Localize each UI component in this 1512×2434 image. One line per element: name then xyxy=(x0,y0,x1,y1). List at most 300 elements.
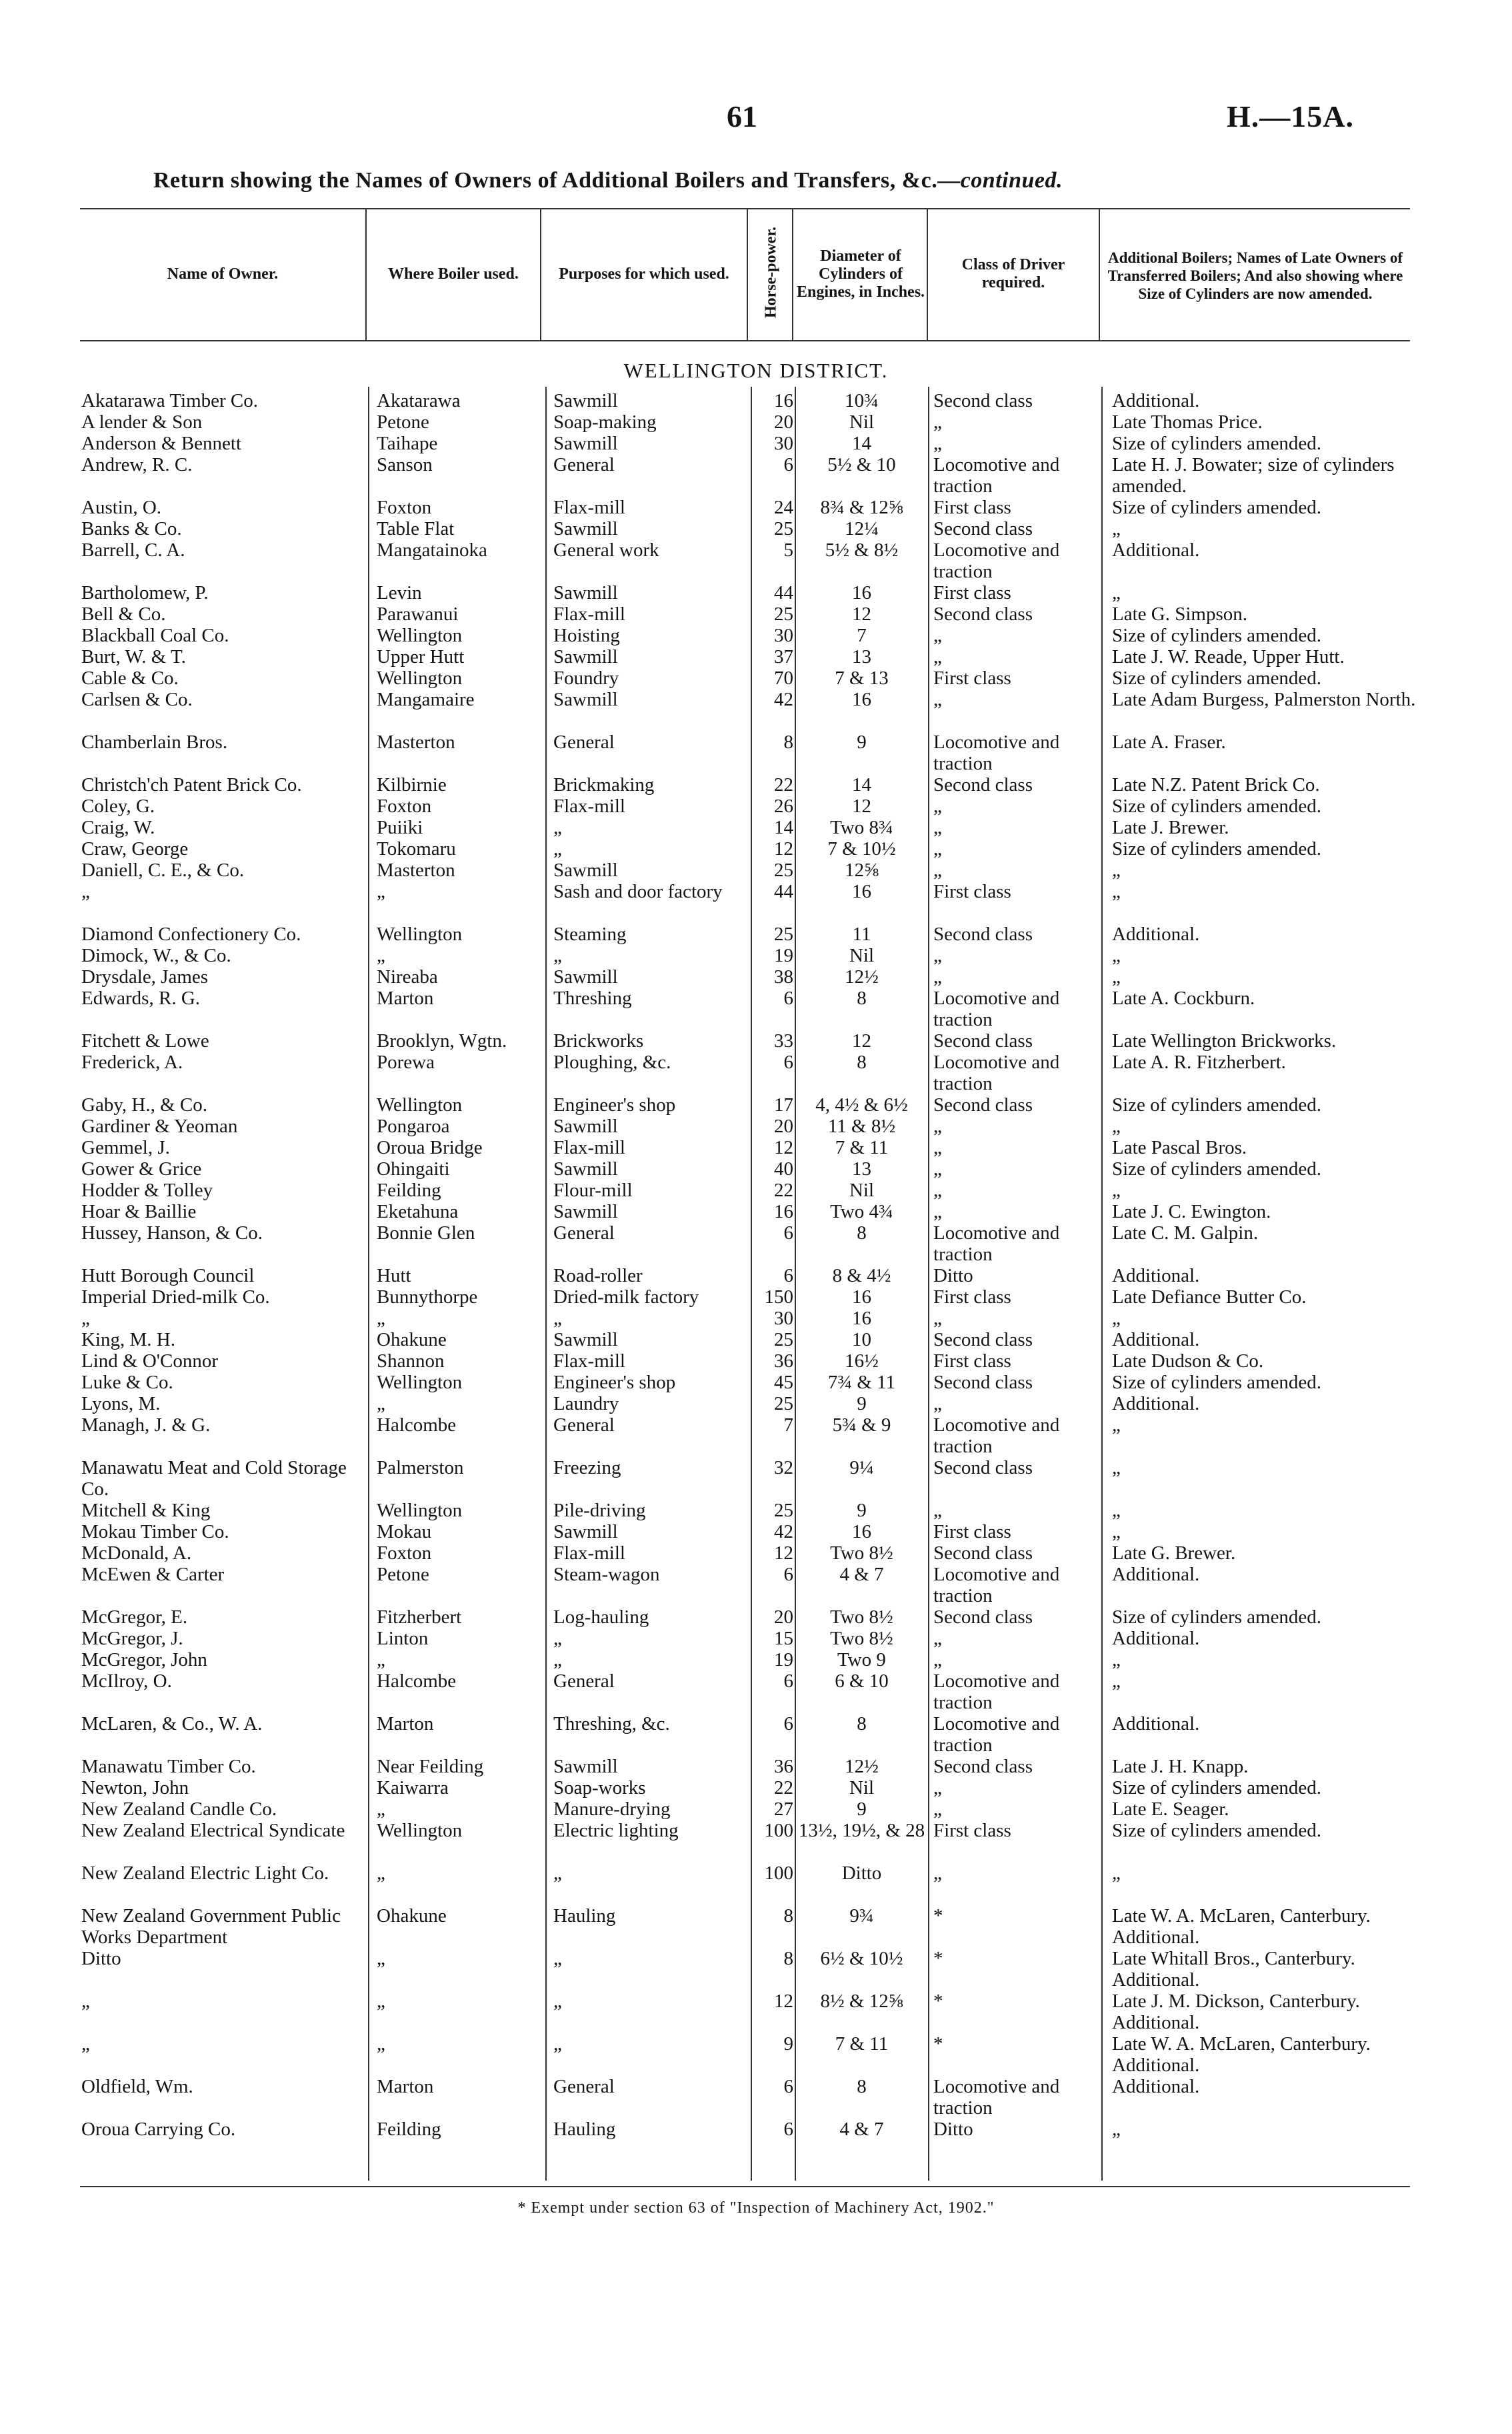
cell-owner: McLaren, & Co., W. A. xyxy=(81,1713,263,1734)
cell-purpose: Soap-making xyxy=(553,411,657,433)
cell-add: Additional. xyxy=(1112,1564,1200,1585)
cell-cls: „ xyxy=(933,625,942,646)
cell-owner: Hoar & Baillie xyxy=(81,1201,197,1222)
cell-hp: 8 xyxy=(783,732,793,753)
footnote: * Exempt under section 63 of "Inspection of Machinery Act, 1902." xyxy=(517,2199,995,2217)
cell-hp: 44 xyxy=(774,881,793,902)
cell-purpose: General xyxy=(553,454,615,475)
cell-owner: McGregor, John xyxy=(81,1649,207,1670)
cell-hp: 25 xyxy=(774,924,793,945)
cell-diam: 7 & 13 xyxy=(835,668,889,689)
cell-purpose: General xyxy=(553,1414,615,1436)
cell-where: Linton xyxy=(377,1628,429,1649)
header-purpose: Purposes for which used. xyxy=(559,265,729,283)
cell-where: Masterton xyxy=(377,860,455,881)
cell-cls: * xyxy=(933,1991,943,2012)
cell-owner: „ xyxy=(81,881,90,902)
cell-where: Petone xyxy=(377,411,429,433)
cell-purpose: Soap-works xyxy=(553,1777,646,1798)
cell-add: Size of cylinders amended. xyxy=(1112,625,1322,646)
cell-hp: 38 xyxy=(774,966,793,988)
header-bottom-rule xyxy=(80,340,1410,341)
cell-hp: 19 xyxy=(774,945,793,966)
cell-diam: Two 8½ xyxy=(830,1542,893,1564)
cell-hp: 42 xyxy=(774,1521,793,1542)
cell-owner: New Zealand Government Public Works Department xyxy=(81,1905,341,1948)
cell-add: Size of cylinders amended. xyxy=(1112,433,1322,454)
cell-purpose: Engineer's shop xyxy=(553,1094,676,1116)
header-where: Where Boiler used. xyxy=(388,265,519,283)
cell-purpose: Brickworks xyxy=(553,1030,644,1052)
cell-hp: 6 xyxy=(783,2076,793,2097)
cell-owner: Banks & Co. xyxy=(81,518,182,539)
body-sep-4 xyxy=(795,387,796,2181)
cell-cls: Second class xyxy=(933,1094,1033,1116)
header-driver-class: Class of Driver required. xyxy=(961,256,1065,291)
cell-cls: Locomotive and traction xyxy=(933,732,1060,774)
cell-cls: Second class xyxy=(933,1756,1033,1777)
cell-cls: First class xyxy=(933,1350,1011,1372)
cell-hp: 150 xyxy=(764,1286,793,1308)
cell-owner: McIlroy, O. xyxy=(81,1670,172,1692)
cell-diam: 6½ & 10½ xyxy=(820,1948,903,1969)
cell-purpose: Sawmill xyxy=(553,646,618,668)
cell-owner: Christch'ch Patent Brick Co. xyxy=(81,774,302,796)
cell-owner: King, M. H. xyxy=(81,1329,175,1350)
page-number: 61 xyxy=(727,99,757,133)
cell-owner: McGregor, E. xyxy=(81,1606,188,1628)
cell-owner: Drysdale, James xyxy=(81,966,209,988)
cell-add: Late A. Cockburn. xyxy=(1112,988,1255,1009)
cell-cls: Locomotive and traction xyxy=(933,2076,1060,2119)
cell-owner: Craw, George xyxy=(81,838,189,860)
cell-diam: 12⅝ xyxy=(845,860,879,881)
cell-purpose: Engineer's shop xyxy=(553,1372,676,1393)
cell-where: „ xyxy=(377,1991,385,2012)
cell-cls: Second class xyxy=(933,1457,1033,1478)
cell-purpose: Flax-mill xyxy=(553,1542,625,1564)
cell-add: Size of cylinders amended. xyxy=(1112,1094,1322,1116)
cell-cls: „ xyxy=(933,411,942,433)
cell-diam: 16 xyxy=(852,582,871,603)
cell-cls: First class xyxy=(933,1820,1011,1841)
header-additional: Additional Boilers; Names of Late Owners of Transferred Boilers; And also showing where Size of Cylinders are now amended. xyxy=(1107,249,1403,302)
cell-owner: Frederick, A. xyxy=(81,1052,183,1073)
cell-where: Ohakune xyxy=(377,1329,447,1350)
cell-purpose: „ xyxy=(553,817,562,838)
cell-cls: Second class xyxy=(933,924,1033,945)
cell-cls: „ xyxy=(933,1393,942,1414)
cell-diam: 8¾ & 12⅝ xyxy=(820,497,903,518)
cell-where: Taihape xyxy=(377,433,438,454)
cell-add: Late W. A. McLaren, Canterbury. Additional. xyxy=(1112,1905,1371,1948)
cell-where: Mangatainoka xyxy=(377,539,487,561)
cell-owner: Carlsen & Co. xyxy=(81,689,193,710)
cell-cls: Second class xyxy=(933,1542,1033,1564)
table-bottom-rule xyxy=(80,2186,1410,2187)
cell-purpose: „ xyxy=(553,2033,562,2055)
cell-cls: Locomotive and traction xyxy=(933,1670,1060,1713)
cell-add: „ xyxy=(1112,1414,1121,1436)
cell-add: Late A. Fraser. xyxy=(1112,732,1226,753)
cell-owner: Oroua Carrying Co. xyxy=(81,2119,236,2140)
cell-diam: 7 & 10½ xyxy=(827,838,896,860)
cell-cls: „ xyxy=(933,1201,942,1222)
cell-cls: „ xyxy=(933,1137,942,1158)
cell-add: Additional. xyxy=(1112,539,1200,561)
cell-diam: Two 8½ xyxy=(830,1628,893,1649)
cell-owner: Lind & O'Connor xyxy=(81,1350,218,1372)
cell-where: „ xyxy=(377,1308,385,1329)
cell-owner: Oldfield, Wm. xyxy=(81,2076,193,2097)
cell-purpose: „ xyxy=(553,1863,562,1884)
cell-hp: 16 xyxy=(774,390,793,411)
cell-purpose: General xyxy=(553,732,615,753)
cell-hp: 6 xyxy=(783,454,793,475)
cell-owner: Bell & Co. xyxy=(81,603,166,625)
cell-cls: Locomotive and traction xyxy=(933,539,1060,582)
cell-owner: McEwen & Carter xyxy=(81,1564,225,1585)
cell-diam: 5¾ & 9 xyxy=(832,1414,891,1436)
cell-hp: 6 xyxy=(783,1052,793,1073)
cell-hp: 37 xyxy=(774,646,793,668)
cell-add: Late E. Seager. xyxy=(1112,1798,1229,1820)
cell-add: „ xyxy=(1112,860,1121,881)
cell-hp: 45 xyxy=(774,1372,793,1393)
cell-diam: Two 8¾ xyxy=(830,817,893,838)
cell-cls: First class xyxy=(933,1521,1011,1542)
cell-where: Pongaroa xyxy=(377,1116,450,1137)
cell-hp: 25 xyxy=(774,1393,793,1414)
cell-cls: Locomotive and traction xyxy=(933,1414,1060,1457)
cell-add: Additional. xyxy=(1112,1329,1200,1350)
cell-purpose: Sawmill xyxy=(553,966,618,988)
cell-where: Wellington xyxy=(377,924,463,945)
cell-add: Size of cylinders amended. xyxy=(1112,796,1322,817)
cell-owner: Manawatu Meat and Cold Storage Co. xyxy=(81,1457,347,1500)
header-owner: Name of Owner. xyxy=(167,265,279,283)
cell-cls: * xyxy=(933,1948,943,1969)
cell-add: Late J. C. Ewington. xyxy=(1112,1201,1271,1222)
cell-hp: 17 xyxy=(774,1094,793,1116)
cell-diam: 12 xyxy=(852,1030,871,1052)
cell-add: Late J. W. Reade, Upper Hutt. xyxy=(1112,646,1345,668)
cell-where: Halcombe xyxy=(377,1414,457,1436)
cell-add: Additional. xyxy=(1112,2076,1200,2097)
cell-diam: Nil xyxy=(849,1777,875,1798)
cell-owner: Coley, G. xyxy=(81,796,155,817)
cell-diam: 7 & 11 xyxy=(835,1137,889,1158)
cell-purpose: Flax-mill xyxy=(553,1137,625,1158)
cell-add: „ xyxy=(1112,945,1121,966)
cell-hp: 20 xyxy=(774,1116,793,1137)
cell-cls: Locomotive and traction xyxy=(933,1222,1060,1265)
cell-diam: 12 xyxy=(852,796,871,817)
cell-purpose: „ xyxy=(553,1628,562,1649)
cell-owner: Hutt Borough Council xyxy=(81,1265,255,1286)
cell-hp: 36 xyxy=(774,1350,793,1372)
cell-owner: McGregor, J. xyxy=(81,1628,183,1649)
cell-cls: * xyxy=(933,1905,943,1927)
cell-where: Marton xyxy=(377,1713,434,1734)
cell-owner: Cable & Co. xyxy=(81,668,179,689)
cell-diam: Two 9 xyxy=(837,1649,886,1670)
cell-hp: 6 xyxy=(783,1222,793,1244)
cell-hp: 100 xyxy=(764,1863,793,1884)
cell-add: „ xyxy=(1112,1180,1121,1201)
cell-add: Late Dudson & Co. xyxy=(1112,1350,1264,1372)
cell-hp: 22 xyxy=(774,774,793,796)
cell-add: „ xyxy=(1112,1521,1121,1542)
cell-owner: Diamond Confectionery Co. xyxy=(81,924,301,945)
cell-cls: „ xyxy=(933,966,942,988)
document-code: H.—15A. xyxy=(1227,99,1354,133)
cell-hp: 9 xyxy=(783,2033,793,2055)
cell-purpose: Sawmill xyxy=(553,1116,618,1137)
cell-hp: 16 xyxy=(774,1201,793,1222)
cell-where: „ xyxy=(377,1798,385,1820)
cell-add: Additional. xyxy=(1112,1628,1200,1649)
cell-cls: First class xyxy=(933,1286,1011,1308)
cell-cls: Locomotive and traction xyxy=(933,988,1060,1030)
cell-owner: Newton, John xyxy=(81,1777,189,1798)
cell-add: „ xyxy=(1112,1649,1121,1670)
cell-purpose: Flax-mill xyxy=(553,1350,625,1372)
col-sep-2 xyxy=(540,208,541,340)
cell-diam: 8 xyxy=(857,988,867,1009)
cell-add: Late G. Brewer. xyxy=(1112,1542,1236,1564)
cell-where: „ xyxy=(377,1863,385,1884)
cell-purpose: Sawmill xyxy=(553,518,618,539)
cell-cls: „ xyxy=(933,689,942,710)
cell-cls: Locomotive and traction xyxy=(933,1713,1060,1756)
cell-cls: Locomotive and traction xyxy=(933,454,1060,497)
cell-owner: „ xyxy=(81,2033,90,2055)
cell-purpose: Flax-mill xyxy=(553,603,625,625)
cell-purpose: Log-hauling xyxy=(553,1606,649,1628)
cell-add: „ xyxy=(1112,1457,1121,1478)
cell-diam: 4 & 7 xyxy=(839,2119,884,2140)
cell-diam: 16 xyxy=(852,881,871,902)
cell-owner: McDonald, A. xyxy=(81,1542,192,1564)
cell-diam: 10¾ xyxy=(845,390,879,411)
col-sep-1 xyxy=(365,208,367,340)
cell-diam: 7 & 11 xyxy=(835,2033,889,2055)
cell-add: Size of cylinders amended. xyxy=(1112,1372,1322,1393)
cell-hp: 6 xyxy=(783,1265,793,1286)
cell-cls: „ xyxy=(933,1180,942,1201)
cell-hp: 6 xyxy=(783,988,793,1009)
col-sep-4 xyxy=(792,208,793,340)
cell-purpose: General xyxy=(553,1670,615,1692)
cell-cls: Second class xyxy=(933,774,1033,796)
cell-diam: Two 8½ xyxy=(830,1606,893,1628)
cell-cls: „ xyxy=(933,1649,942,1670)
cell-where: Bunnythorpe xyxy=(377,1286,478,1308)
cell-diam: 9 xyxy=(857,732,867,753)
cell-owner: Managh, J. & G. xyxy=(81,1414,211,1436)
cell-hp: 12 xyxy=(774,1542,793,1564)
cell-owner: Barrell, C. A. xyxy=(81,539,185,561)
col-sep-3 xyxy=(747,208,748,340)
cell-owner: New Zealand Candle Co. xyxy=(81,1798,277,1820)
cell-cls: Second class xyxy=(933,1606,1033,1628)
cell-purpose: Brickmaking xyxy=(553,774,655,796)
cell-cls: „ xyxy=(933,860,942,881)
cell-where: Nireaba xyxy=(377,966,438,988)
cell-cls: „ xyxy=(933,945,942,966)
cell-owner: Luke & Co. xyxy=(81,1372,173,1393)
cell-add: „ xyxy=(1112,582,1121,603)
cell-diam: 12½ xyxy=(845,1756,879,1777)
cell-diam: 16 xyxy=(852,1286,871,1308)
cell-where: „ xyxy=(377,1393,385,1414)
cell-purpose: „ xyxy=(553,838,562,860)
cell-diam: Two 4¾ xyxy=(830,1201,893,1222)
cell-where: Hutt xyxy=(377,1265,411,1286)
cell-owner: Craig, W. xyxy=(81,817,155,838)
cell-owner: Chamberlain Bros. xyxy=(81,732,228,753)
cell-cls: Ditto xyxy=(933,1265,973,1286)
cell-hp: 12 xyxy=(774,838,793,860)
body-sep-3 xyxy=(751,387,752,2181)
cell-cls: Second class xyxy=(933,390,1033,411)
cell-cls: First class xyxy=(933,582,1011,603)
district-heading: WELLINGTON DISTRICT. xyxy=(623,359,889,382)
cell-add: Late Pascal Bros. xyxy=(1112,1137,1247,1158)
col-sep-6 xyxy=(1099,208,1100,340)
cell-owner: Dimock, W., & Co. xyxy=(81,945,231,966)
cell-where: Wellington xyxy=(377,668,463,689)
cell-purpose: Hoisting xyxy=(553,625,620,646)
cell-purpose: Hauling xyxy=(553,2119,616,2140)
cell-cls: „ xyxy=(933,817,942,838)
page-title xyxy=(153,168,1063,193)
cell-cls: „ xyxy=(933,796,942,817)
cell-owner: Burt, W. & T. xyxy=(81,646,186,668)
cell-cls: First class xyxy=(933,881,1011,902)
cell-add: Additional. xyxy=(1112,1713,1200,1734)
cell-where: Palmerston xyxy=(377,1457,464,1478)
cell-where: Parawanui xyxy=(377,603,459,625)
page-title-suffix: continued. xyxy=(960,168,1063,193)
cell-where: Masterton xyxy=(377,732,455,753)
cell-where: Foxton xyxy=(377,497,432,518)
cell-cls: Second class xyxy=(933,1329,1033,1350)
cell-add: „ xyxy=(1112,1308,1121,1329)
cell-add: „ xyxy=(1112,881,1121,902)
cell-purpose: Sawmill xyxy=(553,689,618,710)
cell-owner: Mokau Timber Co. xyxy=(81,1521,229,1542)
cell-purpose: Flax-mill xyxy=(553,796,625,817)
cell-owner: Mitchell & King xyxy=(81,1500,211,1521)
body-sep-1 xyxy=(368,387,369,2181)
cell-purpose: Threshing xyxy=(553,988,632,1009)
cell-hp: 6 xyxy=(783,2119,793,2140)
cell-add: Late Adam Burgess, Palmerston North. xyxy=(1112,689,1416,710)
cell-diam: 9 xyxy=(857,1393,867,1414)
cell-hp: 27 xyxy=(774,1798,793,1820)
cell-cls: First class xyxy=(933,668,1011,689)
page-title-main: Return showing the Names of Owners of Additional Boilers and Transfers, &c.— xyxy=(153,168,961,193)
cell-where: Ohakune xyxy=(377,1905,447,1927)
cell-purpose: „ xyxy=(553,1308,562,1329)
cell-where: Wellington xyxy=(377,625,463,646)
cell-purpose: Flour-mill xyxy=(553,1180,633,1201)
cell-cls: „ xyxy=(933,646,942,668)
body-sep-6 xyxy=(1101,387,1103,2181)
cell-diam: 4 & 7 xyxy=(839,1564,884,1585)
cell-diam: 9 xyxy=(857,1798,867,1820)
cell-owner: Gaby, H., & Co. xyxy=(81,1094,208,1116)
cell-hp: 14 xyxy=(774,817,793,838)
cell-add: „ xyxy=(1112,2119,1121,2140)
cell-purpose: „ xyxy=(553,1991,562,2012)
cell-add: Late W. A. McLaren, Canterbury. Additional. xyxy=(1112,2033,1371,2076)
cell-where: „ xyxy=(377,945,385,966)
cell-purpose: Sawmill xyxy=(553,1158,618,1180)
cell-diam: Nil xyxy=(849,1180,875,1201)
cell-cls: Locomotive and traction xyxy=(933,1052,1060,1094)
cell-cls: Second class xyxy=(933,1372,1033,1393)
cell-purpose: Manure-drying xyxy=(553,1798,671,1820)
cell-purpose: Sawmill xyxy=(553,582,618,603)
cell-hp: 6 xyxy=(783,1564,793,1585)
cell-add: „ xyxy=(1112,966,1121,988)
cell-diam: 8 xyxy=(857,2076,867,2097)
cell-diam: 10 xyxy=(852,1329,871,1350)
cell-purpose: „ xyxy=(553,1948,562,1969)
cell-cls: * xyxy=(933,2033,943,2055)
cell-owner: A lender & Son xyxy=(81,411,203,433)
cell-diam: 12¼ xyxy=(845,518,879,539)
cell-purpose: Sawmill xyxy=(553,390,618,411)
cell-owner: Gower & Grice xyxy=(81,1158,202,1180)
cell-hp: 15 xyxy=(774,1628,793,1649)
cell-cls: Second class xyxy=(933,603,1033,625)
cell-owner: Fitchett & Lowe xyxy=(81,1030,209,1052)
cell-diam: 7 xyxy=(857,625,867,646)
cell-where: Feilding xyxy=(377,1180,441,1201)
cell-hp: 7 xyxy=(783,1414,793,1436)
cell-diam: 6 & 10 xyxy=(835,1670,889,1692)
cell-add: Size of cylinders amended. xyxy=(1112,1820,1322,1841)
cell-hp: 8 xyxy=(783,1948,793,1969)
cell-hp: 22 xyxy=(774,1777,793,1798)
cell-where: Upper Hutt xyxy=(377,646,465,668)
cell-purpose: Freezing xyxy=(553,1457,621,1478)
cell-diam: Ditto xyxy=(841,1863,882,1884)
cell-where: Eketahuna xyxy=(377,1201,459,1222)
cell-where: „ xyxy=(377,1948,385,1969)
cell-where: Puiiki xyxy=(377,817,423,838)
cell-diam: 13½, 19½, & 28 xyxy=(798,1820,925,1841)
cell-cls: „ xyxy=(933,1500,942,1521)
cell-cls: „ xyxy=(933,1308,942,1329)
cell-where: Ohingaiti xyxy=(377,1158,450,1180)
body-sep-5 xyxy=(928,387,929,2181)
cell-owner: Gemmel, J. xyxy=(81,1137,170,1158)
cell-purpose: Ploughing, &c. xyxy=(553,1052,671,1073)
cell-hp: 24 xyxy=(774,497,793,518)
cell-purpose: „ xyxy=(553,945,562,966)
cell-where: Shannon xyxy=(377,1350,445,1372)
cell-diam: 5½ & 10 xyxy=(827,454,896,475)
cell-purpose: General xyxy=(553,1222,615,1244)
cell-purpose: General work xyxy=(553,539,659,561)
cell-purpose: General xyxy=(553,2076,615,2097)
cell-where: Near Feilding xyxy=(377,1756,484,1777)
